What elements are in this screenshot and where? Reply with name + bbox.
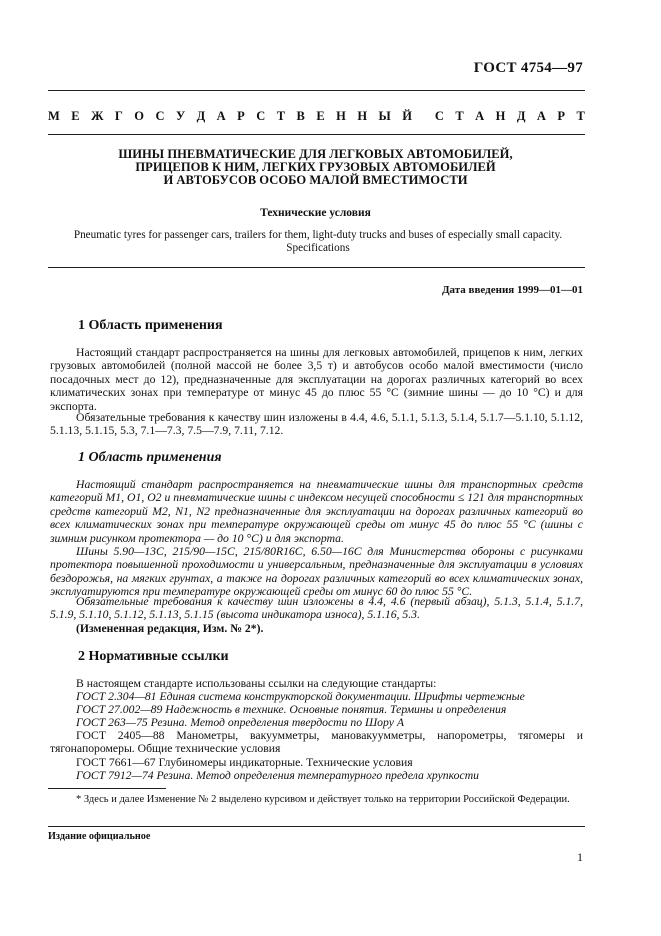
english-title bbox=[55, 229, 581, 255]
section-1-paragraph bbox=[50, 346, 583, 413]
paragraph-text: Настоящий стандарт распространяется на пневматические шины для транспортных средств категорий М1, О1, О2 и пневматические шины с индексом несущей способности ≤ 121 для транспортных средств категорий М2, N1, N2 предназначенные для эксплуатации на дорогах различных категорий во всех климатических зонах при температуре окружающей среды от минус 45 до плюс 55 °С (шины с зимним рисунком протектора — до 10 °С) и для экспорта. bbox=[50, 478, 583, 545]
paragraph-text: Шины 5.90—13С, 215/90—15С, 215/80R16C, 6.50—16С для Министерства обороны с рисунками протектора повышенной проходимости и универсальным, предназначенные для эксплуатации в условиях бездорожья, на мягких грунтах, а также на дорогах различных категорий во всех климатических зонах, эксплуатируются при температуре окружающей среды от минус 60 до плюс 55 °С. bbox=[50, 545, 583, 599]
paragraph-text: В настоящем стандарте использованы ссылки на следующие стандарты: bbox=[76, 677, 437, 690]
section-1-paragraph bbox=[50, 411, 583, 438]
title-line: И АВТОБУСОВ ОСОБО МАЛОЙ ВМЕСТИМОСТИ bbox=[163, 173, 468, 187]
title-line: ПРИЦЕПОВ К НИМ, ЛЕГКИХ ГРУЗОВЫХ АВТОМОБИЛЕЙ bbox=[135, 160, 496, 174]
section-1-amended-paragraph bbox=[50, 595, 583, 622]
heading-letter: Р bbox=[237, 109, 245, 123]
heading-letter: Р bbox=[557, 109, 566, 123]
heading-letter: Н bbox=[357, 109, 368, 123]
reference-item: ГОСТ 7912—74 Резина. Метод определения температурного предела хрупкости bbox=[76, 769, 479, 782]
heading-letter: Д bbox=[196, 109, 206, 123]
reference-item: ГОСТ 263—75 Резина. Метод определения твердости по Шору А bbox=[76, 716, 404, 729]
heading-letter: Д bbox=[516, 109, 526, 123]
heading-letter: С bbox=[434, 109, 444, 123]
heading-letter: А bbox=[475, 109, 485, 123]
footnote-text: * Здесь и далее Изменение № 2 выделено курсивом и действует только на территории Российской Федерации. bbox=[76, 794, 570, 805]
heading-letter: Ж bbox=[91, 109, 104, 123]
top-rule bbox=[48, 90, 585, 91]
heading-letter: В bbox=[296, 109, 305, 123]
section-1-amended-paragraph bbox=[50, 545, 583, 599]
english-title-line: Pneumatic tyres for passenger cars, trailers for them, light-duty trucks and buses of especially small capacity. bbox=[73, 229, 563, 241]
reference-item: ГОСТ 27.002—89 Надежность в технике. Основные понятия. Термины и определения bbox=[76, 703, 507, 716]
reference-item: ГОСТ 7661—67 Глубиномеры индикаторные. Технические условия bbox=[76, 756, 413, 769]
paragraph-text: Обязательные требования к качеству шин изложены в 4.4, 4.6 (первый абзац), 5.1.3, 5.1.4, 5.1.7, 5.1.9, 5.1.10, 5.1.12, 5.1.13, 5.1.15 (высота индикатора износа), 5.1.16, 5.3. bbox=[50, 595, 583, 622]
date-rule bbox=[48, 267, 585, 268]
english-title-line: Specifications bbox=[286, 242, 350, 254]
heading-letter: Й bbox=[402, 109, 412, 123]
section-1-amended-heading: 1 Область применения bbox=[78, 450, 222, 465]
heading-letter: Е bbox=[316, 109, 325, 123]
amendment-note bbox=[50, 622, 583, 635]
heading-letter: Н bbox=[336, 109, 346, 123]
reference-item: ГОСТ 2.304—81 Единая система конструкторской документации. Шрифты чертежные bbox=[76, 690, 525, 703]
page-number: 1 bbox=[577, 850, 583, 864]
heading-letter: А bbox=[216, 109, 226, 123]
heading-letter: Т bbox=[276, 109, 286, 123]
official-rule bbox=[48, 826, 585, 827]
footnote-rule bbox=[48, 788, 166, 789]
heading-letter: Г bbox=[114, 109, 123, 123]
heading-letter: О bbox=[134, 109, 145, 123]
amendment-text: (Измененная редакция, Изм. № 2*). bbox=[76, 622, 264, 635]
paragraph-text: Настоящий стандарт распространяется на шины для легковых автомобилей, прицепов к ним, легких грузовых автомобилей (полной массой не более 3,5 т) и автобусов особо малой вместимости (число посадочных мест до 12), предназначенные для эксплуатации на дорогах различных категорий во всех климатических зонах при температуре от минус 45 до плюс 55 °С (зимние шины — до 10 °С) и для экспорта. bbox=[50, 346, 583, 413]
reference-item: ГОСТ 2405—88 Манометры, вакуумметры, мановакуумметры, напорометры, тягомеры и тягонапоромеры. Общие технические условия bbox=[50, 729, 583, 756]
heading-letter: Т bbox=[576, 109, 585, 123]
heading-letter: Т bbox=[455, 109, 464, 123]
section-1-amended-paragraph bbox=[50, 478, 583, 545]
heading-letter: Е bbox=[71, 109, 80, 123]
heading-letter: Н bbox=[495, 109, 506, 123]
section-2-intro bbox=[50, 677, 583, 690]
paragraph-text: Обязательные требования к качеству шин изложены в 4.4, 4.6, 5.1.1, 5.1.3, 5.1.4, 5.1.7—5.1.10, 5.1.12, 5.1.13, 5.1.15, 5.3, 7.1—7.3, 7.5—7.9, 7.11, 7.12. bbox=[50, 411, 583, 438]
heading-letter: С bbox=[155, 109, 165, 123]
heading-letter: А bbox=[536, 109, 546, 123]
footnote bbox=[50, 794, 583, 807]
official-edition-label: Издание официальное bbox=[48, 831, 151, 842]
interstate-standard-heading bbox=[48, 109, 585, 124]
introduction-date: Дата введения 1999—01—01 bbox=[441, 284, 583, 296]
document-subtitle: Технические условия bbox=[260, 207, 371, 219]
heading-letter: С bbox=[256, 109, 266, 123]
title-line: ШИНЫ ПНЕВМАТИЧЕСКИЕ ДЛЯ ЛЕГКОВЫХ АВТОМОБИЛЕЙ, bbox=[118, 147, 513, 161]
title-rule bbox=[48, 134, 585, 135]
heading-letter: У bbox=[175, 109, 186, 123]
section-1-heading: 1 Область применения bbox=[78, 318, 223, 333]
section-2-heading: 2 Нормативные ссылки bbox=[78, 649, 229, 664]
heading-letter: М bbox=[48, 109, 60, 123]
document-title bbox=[60, 148, 571, 187]
heading-letter: Ы bbox=[378, 109, 391, 123]
gost-number: ГОСТ 4754—97 bbox=[473, 60, 583, 76]
